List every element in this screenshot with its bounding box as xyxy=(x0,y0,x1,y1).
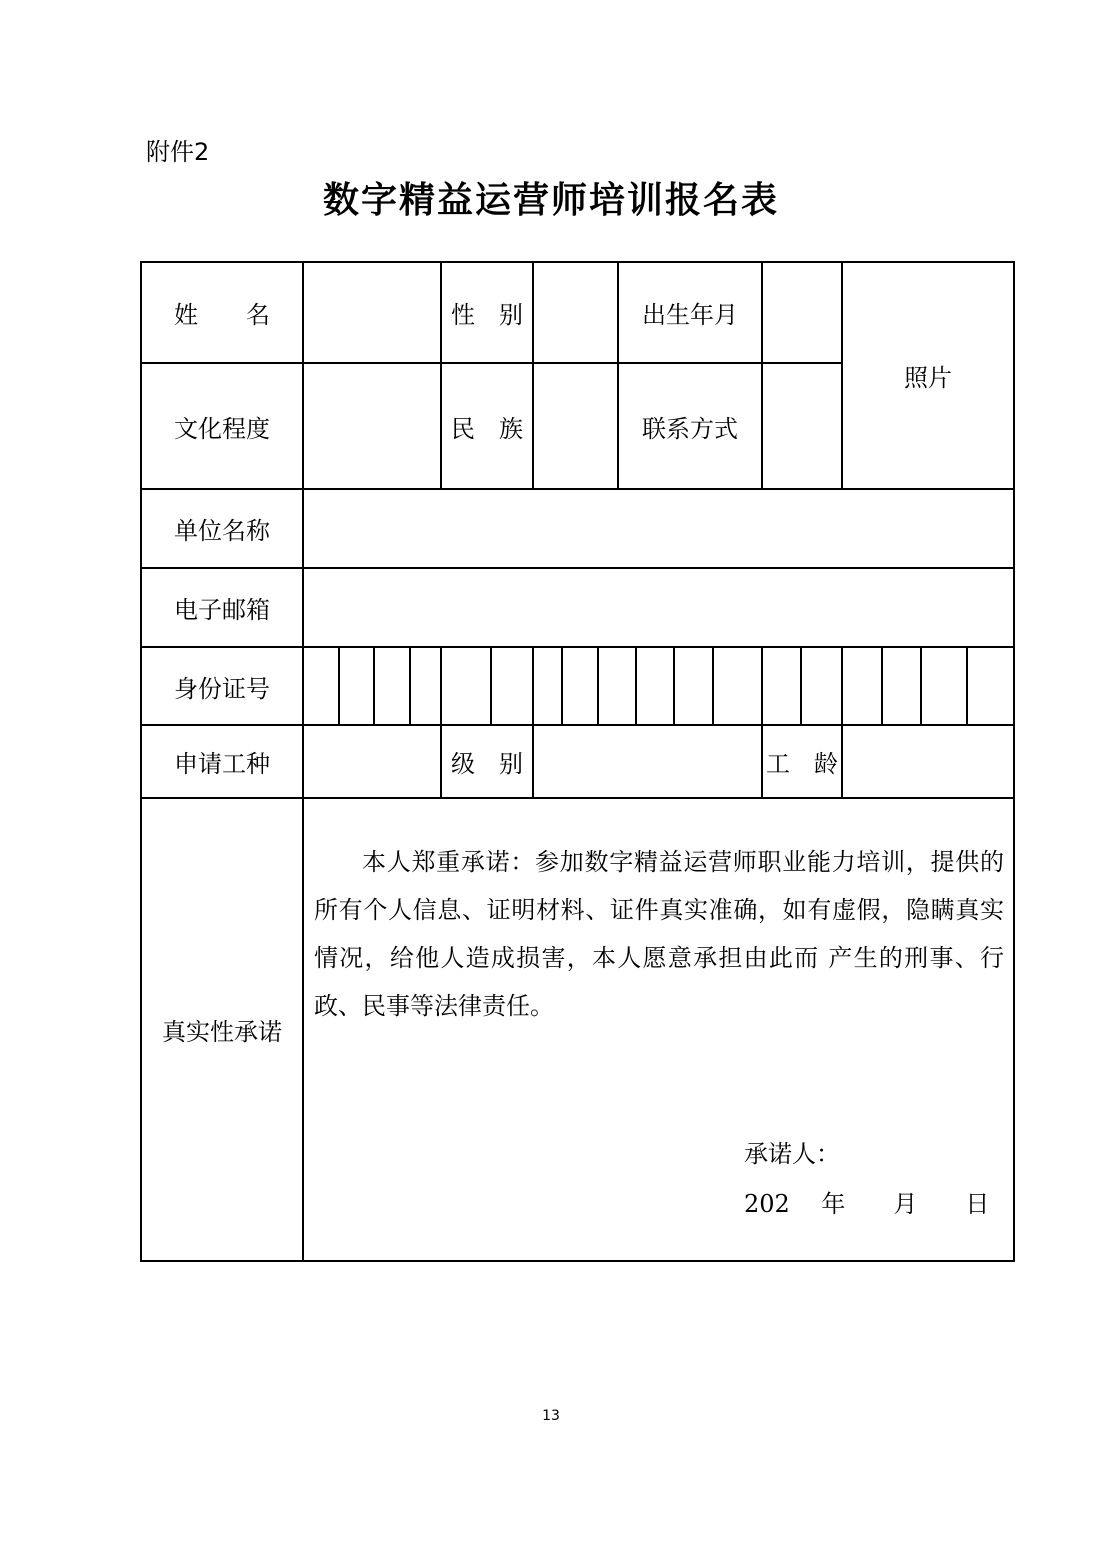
job-type-field[interactable] xyxy=(304,726,440,797)
level-field[interactable] xyxy=(534,726,761,797)
attachment-label: 附件2 xyxy=(146,138,210,166)
employer-field[interactable] xyxy=(304,490,1013,567)
id-number-label: 身份证号 xyxy=(174,674,270,703)
employer-label: 单位名称 xyxy=(174,517,270,545)
name-label: 姓 名 xyxy=(174,301,270,329)
date-line: 202 年 月 日 xyxy=(744,1190,990,1218)
email-label: 电子邮箱 xyxy=(174,596,270,624)
gender-label: 性 别 xyxy=(451,301,523,329)
name-field[interactable] xyxy=(304,263,440,362)
birth-date-label: 出生年月 xyxy=(642,301,738,329)
seniority-field[interactable] xyxy=(843,726,1013,797)
education-field[interactable] xyxy=(304,364,440,488)
page-number: 13 xyxy=(542,1408,560,1424)
grid-line xyxy=(1013,261,1015,1262)
birth-date-field[interactable] xyxy=(763,263,841,362)
contact-label: 联系方式 xyxy=(642,414,738,443)
photo-box[interactable]: 照片 xyxy=(904,364,952,392)
education-label: 文化程度 xyxy=(174,414,270,443)
pledge-label: 真实性承诺 xyxy=(162,1018,282,1046)
level-label: 级 别 xyxy=(451,750,523,778)
grid-line xyxy=(140,1260,1015,1262)
id-number-field[interactable] xyxy=(304,648,1013,724)
seniority-label: 工 龄 xyxy=(766,750,838,778)
job-type-label: 申请工种 xyxy=(174,750,270,778)
gender-field[interactable] xyxy=(534,263,617,362)
signer-label: 承诺人： xyxy=(744,1140,840,1168)
contact-field[interactable] xyxy=(763,364,841,488)
form-title: 数字精益运营师培训报名表 xyxy=(322,180,779,221)
pledge-paragraph: 本人郑重承诺：参加数字精益运营师职业能力培训，提供的所有个人信息、证明材料、证件真实准确，如有虚假，隐瞒真实情况，给他人造成损害，本人愿意承担由此而 产生的刑事、行政、民事等法律责任。 xyxy=(314,848,1004,1020)
pledge-text xyxy=(314,838,1004,1030)
ethnicity-label: 民 族 xyxy=(451,414,523,443)
ethnicity-field[interactable] xyxy=(534,364,617,488)
email-field[interactable] xyxy=(304,569,1013,646)
